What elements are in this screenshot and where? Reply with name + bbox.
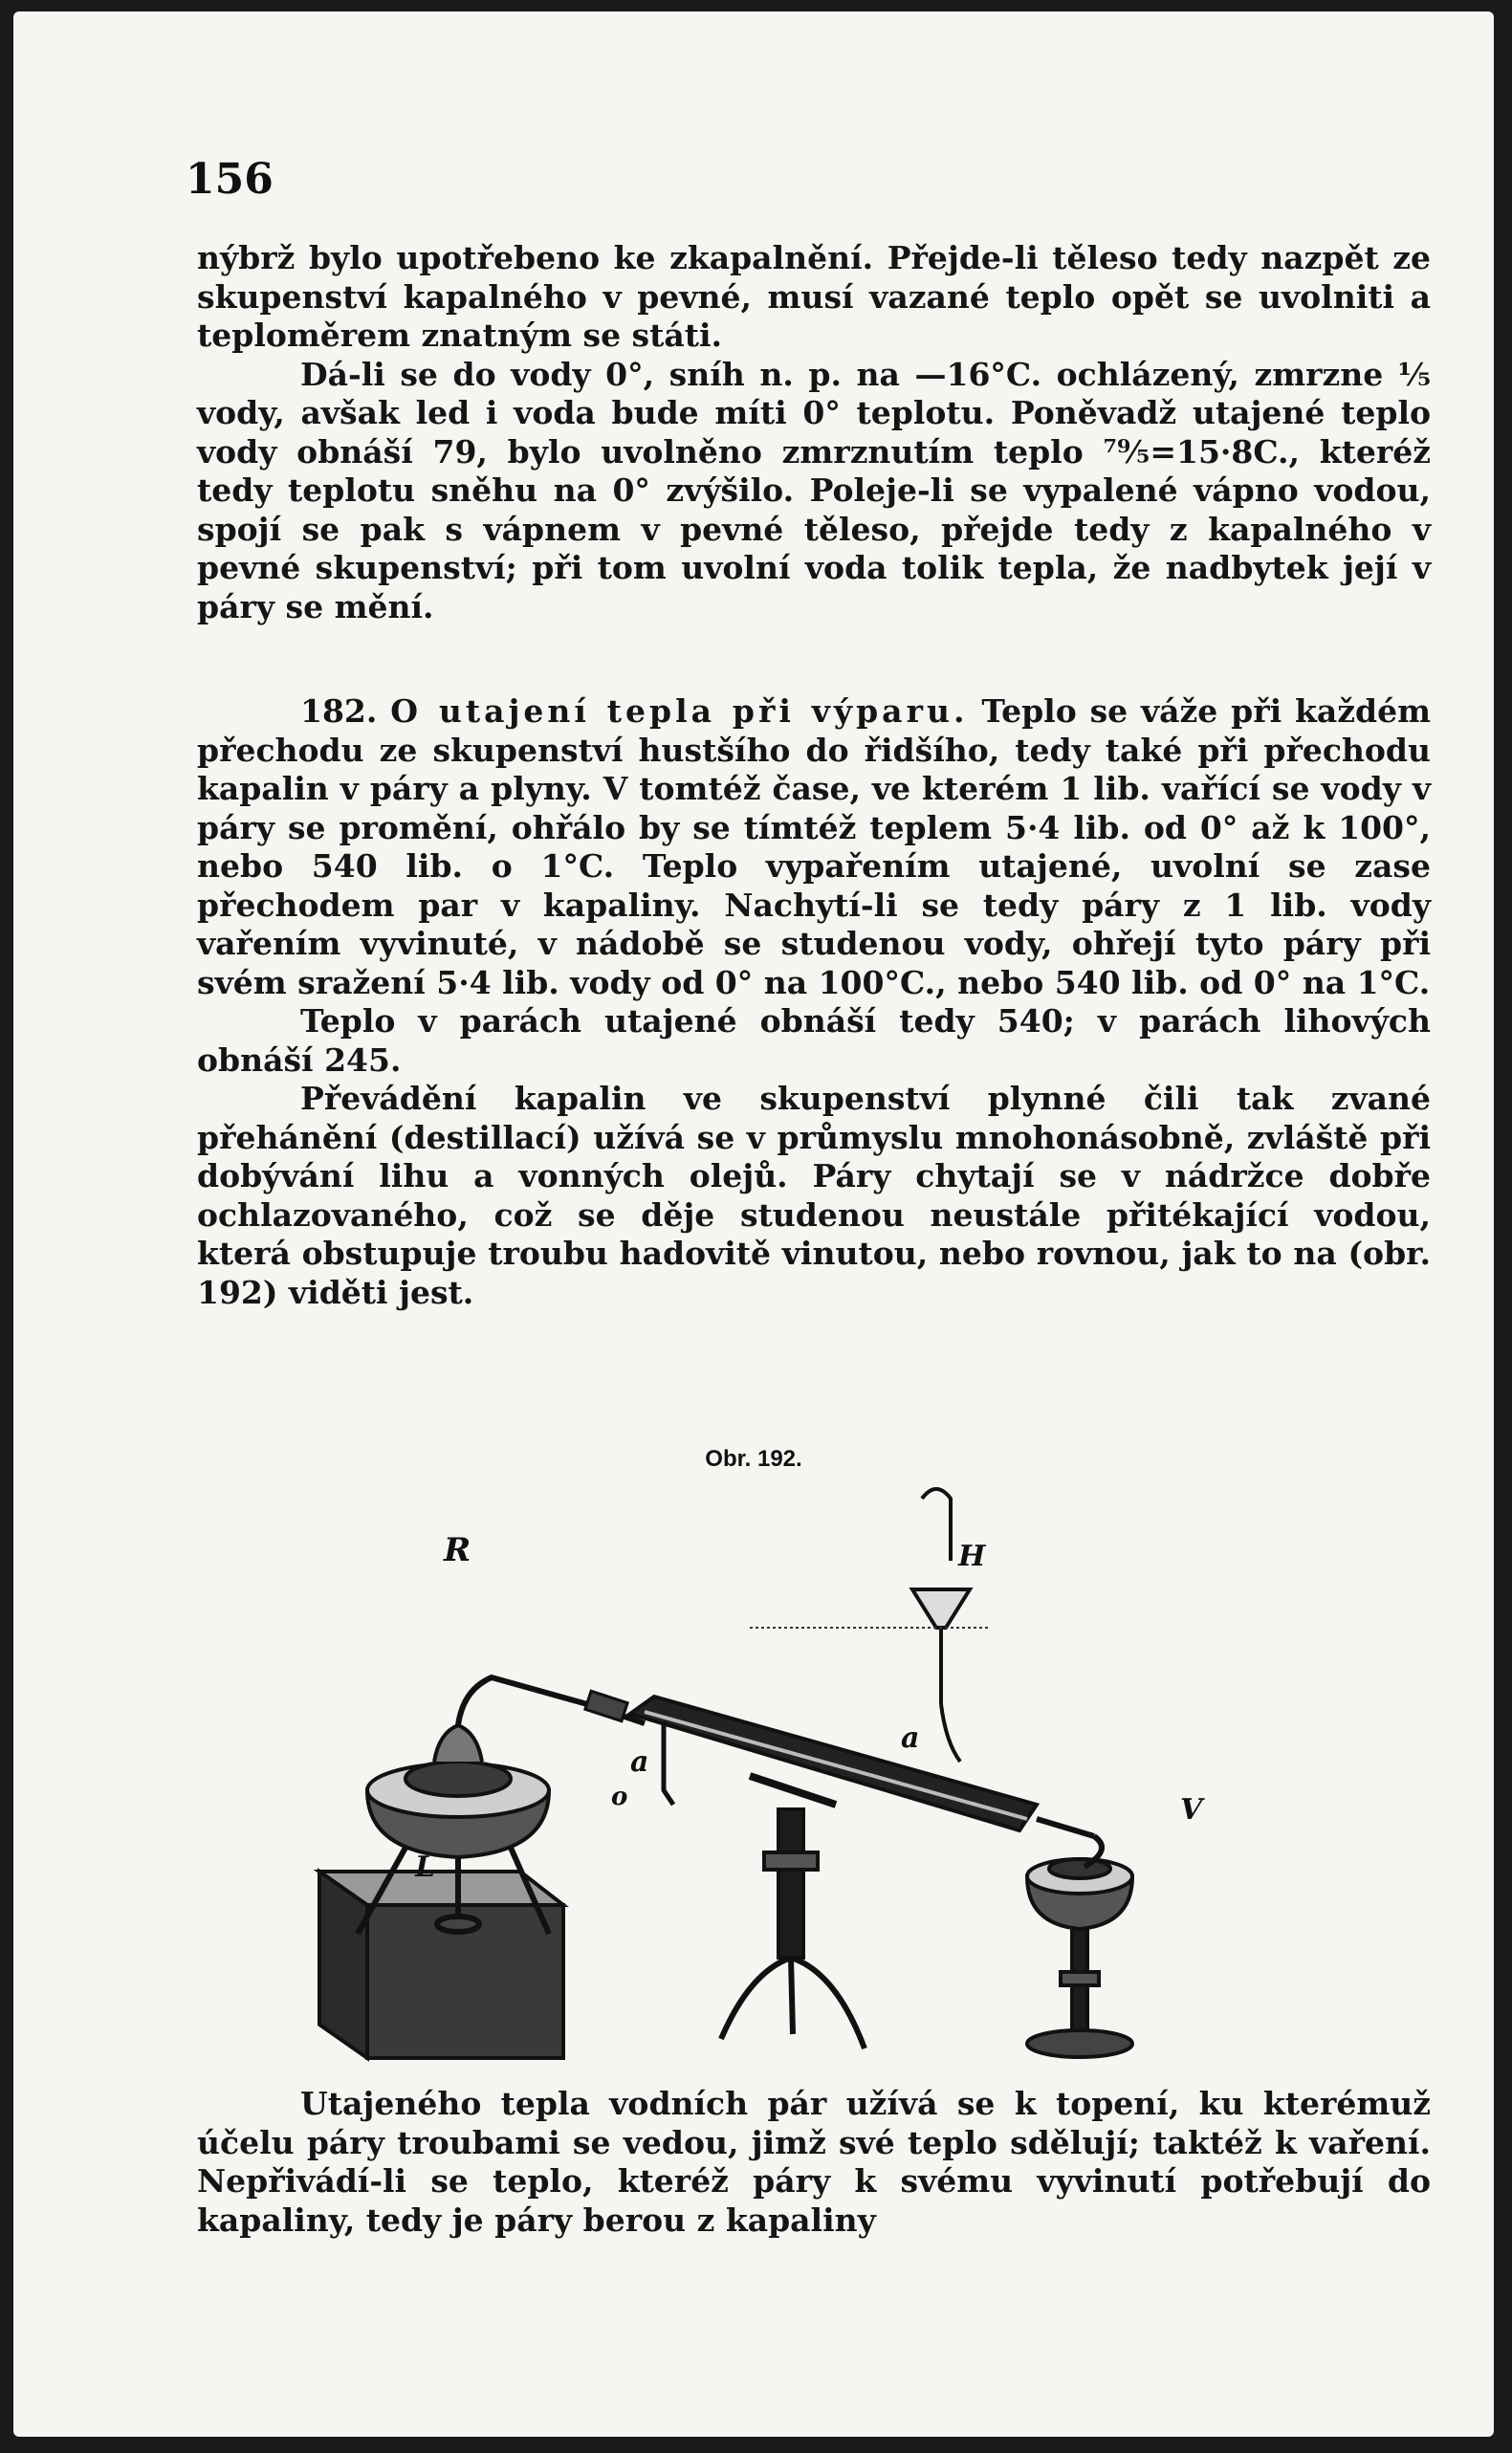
paragraph: Teplo v parách utajené obnáší tedy 540; v parách lihových obnáší 245. [197, 1002, 1431, 1079]
label-a-left: a [630, 1745, 649, 1779]
label-a-right: a [901, 1721, 920, 1755]
paragraph: Dá-li se do vody 0°, sníh n. p. na —16°C. ochlázený, zmrzne ⅕ vody, avšak led i voda bude míti 0° teplotu. Poněvadž utajené teplo vody obnáší 79, bylo uvolněno zmrznutím teplo ⁷⁹⁄₅=15·8C., kteréž tedy teplotu sněhu na 0° zvýšilo. Poleje-li se vypalené vápno vodou, spojí se pak s vápnem v pevné těleso, přejde tedy z kapalného v pevné skupenství; při tom uvolní voda tolik tepla, že nadbytek její v páry se mění. [197, 355, 1431, 625]
label-H: H [958, 1540, 986, 1573]
section-text: Teplo se váže při každém přechodu ze skupenství hustšího do řidšího, tedy také při přechodu kapalin v páry a plyny. V tomtéž čase, ve kterém 1 lib. vařící se vody v páry se promění, ohřálo by se tímtéž teplem 5·4 lib. od 0° až k 100°, nebo 540 lib. o 1°C. Teplo vypařením utajené, uvolní se zase přechodem par v kapaliny. Nachytí-li se tedy páry z 1 lib. vody vařením vyvinuté, v nádobě se studenou vody, ohřejí tyto páry při svém sražení 5·4 lib. vody od 0° na 100°C., nebo 540 lib. od 0° na 1°C. [197, 692, 1431, 1001]
water-funnel [912, 1489, 970, 1762]
section-title: O utajení tepla při výparu. [390, 692, 969, 730]
label-o: o [611, 1783, 628, 1811]
furnace-box [319, 1872, 563, 2058]
section-paragraph [197, 692, 1431, 1002]
label-R: R [444, 1531, 471, 1569]
condenser-stand [721, 1776, 865, 2048]
text-block-bottom [197, 2085, 1431, 2240]
section-number: 182. [300, 692, 378, 730]
liebig-condenser [630, 1697, 1094, 1836]
paragraph: Utajeného tepla vodních pár užívá se k topení, ku kterémuž účelu páry troubami se vedou, jimž své teplo sdělují; taktéž k vaření. Nepřivádí-li se teplo, kteréž páry k svému vyvinutí potřebují do kapaliny, tedy je páry berou z kapaliny [197, 2085, 1431, 2239]
boiling-flask [367, 1725, 549, 1857]
outlet-tap [664, 1721, 673, 1805]
section-182 [197, 692, 1431, 1312]
book-page [13, 11, 1494, 2437]
receiver-flask [1027, 1836, 1132, 2057]
distillation-apparatus-illustration [300, 1475, 1371, 2068]
figure-caption: Obr. 192. [705, 1446, 802, 1472]
paragraph: Převádění kapalin ve skupenství plynné čili tak zvané přehánění (destillací) užívá se v průmyslu mnohonásobně, zvláště při dobývání lihu a vonných olejů. Páry chytají se v nádržce dobře ochlazovaného, což se děje studenou neustále přitékající vodou, která obstupuje troubu hadovitě vinutou, nebo rovnou, jak to na (obr. 192) viděti jest. [197, 1080, 1431, 1311]
label-L: L [415, 1851, 436, 1884]
paragraph: nýbrž bylo upotřebeno ke zkapalnění. Přejde-li těleso tedy nazpět ze skupenství kapalného v pevné, musí vazané teplo opět se uvolniti a teploměrem znatným se státi. [197, 239, 1431, 354]
page-number: 156 [186, 155, 274, 204]
text-block-top [197, 239, 1431, 626]
label-V: V [1180, 1793, 1203, 1827]
